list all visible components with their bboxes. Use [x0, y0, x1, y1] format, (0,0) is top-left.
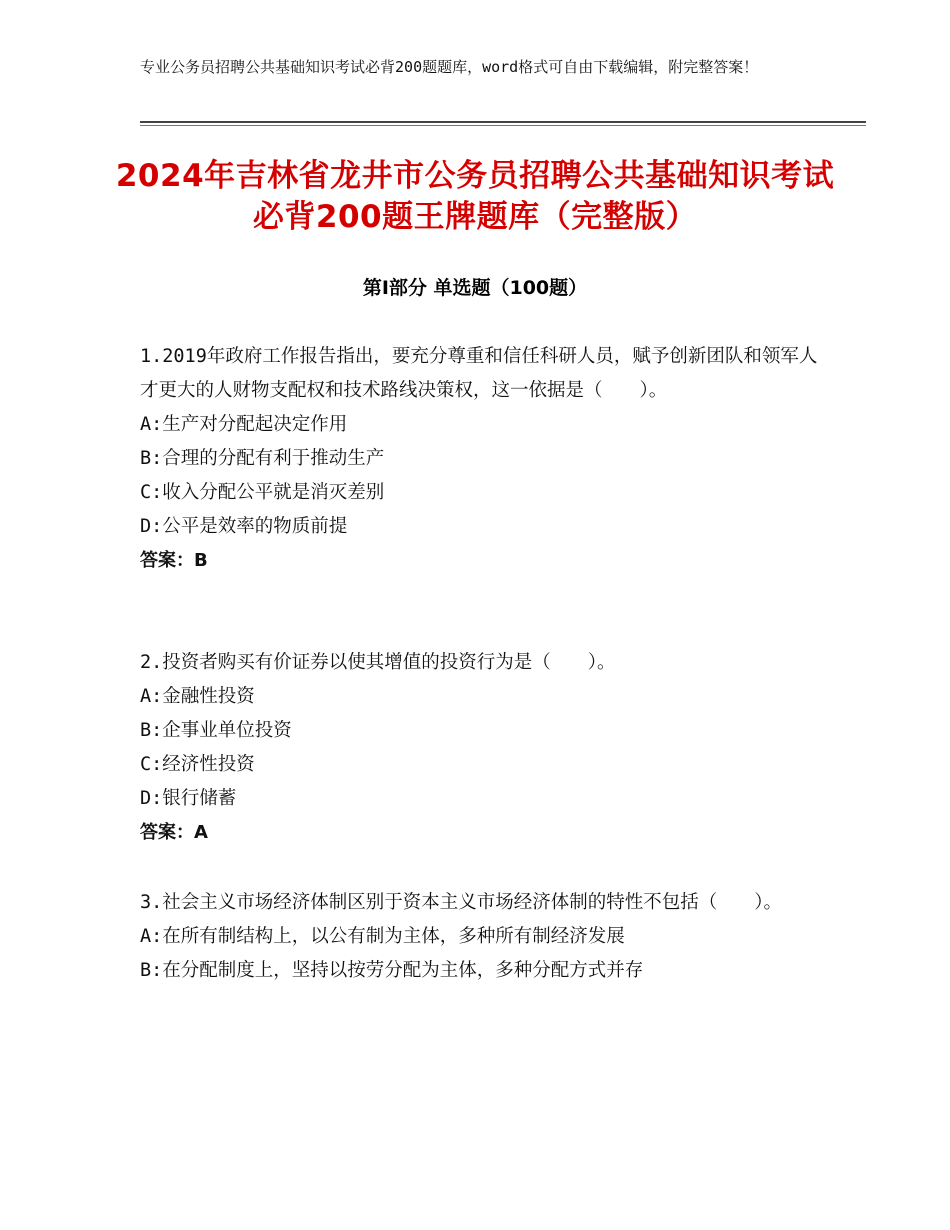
- question-2: [140, 646, 820, 850]
- option-c: C:经济性投资: [140, 754, 255, 775]
- document-title: 2024年吉林省龙井市公务员招聘公共基础知识考试必背200题王牌题库（完整版）: [115, 158, 835, 235]
- question-1: [140, 340, 820, 578]
- question-3: [140, 886, 820, 988]
- option-a: A:生产对分配起决定作用: [140, 414, 348, 435]
- question-stem: 1.2019年政府工作报告指出，要充分尊重和信任科研人员，赋予创新团队和领军人才更大的人财物支配权和技术路线决策权，这一依据是（ ）。: [140, 346, 818, 401]
- option-a: A:在所有制结构上，以公有制为主体，多种所有制经济发展: [140, 926, 625, 947]
- option-c: C:收入分配公平就是消灭差别: [140, 482, 385, 503]
- header-divider-thick: [140, 121, 866, 123]
- option-b: B:在分配制度上，坚持以按劳分配为主体，多种分配方式并存: [140, 960, 644, 981]
- option-b: B:合理的分配有利于推动生产: [140, 448, 385, 469]
- option-d: D:银行储蓄: [140, 788, 237, 809]
- answer-label: 答案：A: [140, 822, 208, 843]
- section-title: 第Ⅰ部分 单选题（100题）: [362, 277, 588, 299]
- header-note: 专业公务员招聘公共基础知识考试必背200题题库，word格式可自由下载编辑，附完整答案！: [140, 58, 759, 76]
- answer-label: 答案：B: [140, 550, 208, 571]
- question-stem: 2.投资者购买有价证券以使其增值的投资行为是（ ）。: [140, 652, 616, 673]
- option-d: D:公平是效率的物质前提: [140, 516, 348, 537]
- header-divider-thin: [140, 125, 866, 126]
- option-b: B:企事业单位投资: [140, 720, 292, 741]
- question-stem: 3.社会主义市场经济体制区别于资本主义市场经济体制的特性不包括（ ）。: [140, 892, 783, 913]
- option-a: A:金融性投资: [140, 686, 255, 707]
